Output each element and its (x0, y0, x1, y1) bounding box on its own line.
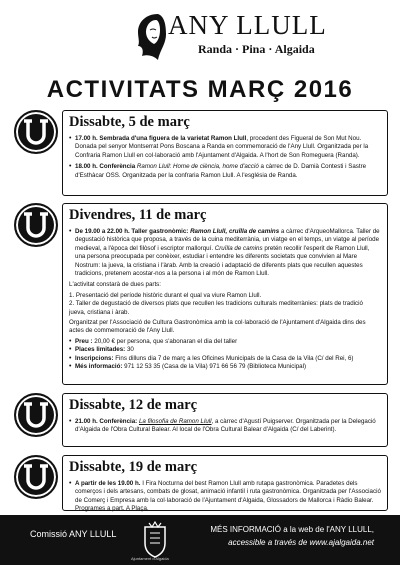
detail-info (69, 363, 381, 371)
event-body (62, 203, 388, 385)
event-day: Dissabte, 19 de març (69, 459, 198, 475)
paragraph: 1. Presentació del període històric durant el qual va viure Ramon Llull. (69, 291, 262, 299)
paragraph: L'activitat constarà de dues parts: (69, 281, 161, 289)
llull-badge-icon (14, 455, 58, 499)
logo-subtitle: Randa · Pina · Algaida (198, 42, 315, 56)
detail-label: Preu : (75, 337, 93, 345)
detail-inscriptions (69, 355, 381, 363)
detail-value: 30 (125, 346, 134, 354)
text-run: La filosofia de Ramon Llull (138, 418, 212, 425)
detail-value: 20,00 € per persona, que s'abonaran el dia del taller (92, 337, 238, 345)
event-item (69, 228, 381, 278)
footer-commission: Comissió ANY LLULL (30, 529, 117, 539)
text-run: 18.00 h. Conferència (75, 163, 137, 171)
event-body (62, 455, 388, 511)
detail-price (69, 338, 381, 346)
text-run: 17.00 h. Sembrada d'una figuera de la varietat Ramon Llull (75, 135, 247, 142)
text-run: Ramon Llull, cruïlla de camins (190, 228, 280, 235)
paragraph: Organitzat per l'Associació de Cultura Gastronòmica amb la col·laboració de l'Ajuntament d'Algaida dins des actes de commemoració de l'Any Llull. (69, 319, 366, 335)
event-body (62, 393, 388, 447)
event-item (69, 418, 381, 435)
header (0, 0, 400, 103)
detail-places (69, 346, 381, 354)
page-title: ACTIVITATS MARÇ 2016 (46, 76, 354, 103)
footer-info-line: MÉS INFORMACIÓ a la web de l'ANY LLULL, (210, 525, 374, 534)
event-card-2 (14, 203, 388, 385)
event-day: Dissabte, 5 de març (69, 114, 190, 130)
text-run: , procedent des Figueral de Son Mut Nou. Donada pel senyor Montserrat Pons Boscana a Randa en commemoració de l'Any Llull. Organitzada per la Confraria Ramon Llull en col·laboració amb l'Ajuntament d'Algaida. A l'hort de Son Romeguera (Randa). (75, 135, 369, 159)
text-run: pretén recollir l'esperit de Ramon Llull, una persona preocupada per conèixer, estudiar i entendre les diferents societats que convivien al Mare Nostrum: la jueva, la cristiana i l'àrab. Amb la creació i adaptació de diferents plats que recullen aquestes tradicions, pretenem acostar-nos a la persona i al món de Ramon Llull. (75, 244, 370, 278)
footer (0, 515, 400, 565)
detail-value: Fins dilluns dia 7 de març a les Oficines Municipals de la Casa de la Vila (C/ del Rei, 6) (113, 354, 354, 362)
text-run: a càrrec de D. Damià Contesti i Sastre d'Esthàcar OSS. Organitzada per la confraria Ramon Llull. A l'església de Randa. (75, 163, 367, 179)
event-card-3 (14, 393, 388, 447)
llull-badge-icon (14, 393, 58, 437)
event-item (69, 135, 381, 160)
footer-info-line[interactable]: accessible a través de www.ajalgaida.net (228, 538, 374, 547)
text-run: I Fira Nocturna del best Ramon Llull amb rutapa gastronòmica. Paradetes dels comerços i dels artesans, combats de glosat, animació infantil i ruta gastronòmica. Organitzada per l'Associació de Comerç i Empresa amb la col·laboració de l'Ajuntament d'Algaida, Glossadors de Mallorca i Ràdio Balear. Programes a part. A Plaça. (75, 480, 381, 513)
text-run: Ramon Llull: Home de ciència, home d'acció (136, 163, 259, 171)
text-run: Cruïlla de camins (214, 244, 263, 252)
event-day: Divendres, 11 de març (69, 207, 207, 223)
text-run: A partir de les 19.00 h. (75, 480, 141, 487)
detail-label: Places limitades: (75, 346, 126, 354)
event-card-4 (14, 455, 388, 511)
event-card-1 (14, 110, 388, 196)
text-run: a càrrec d'ArqueoMallorca. Taller de degustació històrica que proposa, a través de la cuina mediterrània, un viatge en el temps, un viatge al període medieval, a l'època del filòsof i escriptor mallorquí. (75, 228, 380, 252)
footer-logo-caption: Ajuntament d'Algaida (131, 556, 169, 561)
ramon-llull-portrait-icon (128, 10, 172, 62)
detail-label: Més informació: (75, 363, 123, 371)
event-item (69, 480, 381, 514)
event-item (69, 163, 381, 180)
detail-value: 971 12 53 35 (Casa de la Vila) 971 66 56 79 (Biblioteca Municipal) (122, 363, 307, 371)
text-run: 21.00 h. Conferència: (75, 418, 139, 425)
municipal-coat-of-arms-icon (140, 519, 170, 559)
footer-more-info (210, 523, 374, 549)
event-body (62, 110, 388, 196)
text-run: De 19.00 a 22.00 h. Taller gastronòmic: (75, 228, 191, 235)
paragraph: 2. Taller de degustació de diversos plats que recullen les tradicions culturals mediterrànies: plats de tradició jueva, cristiana i àrab. (69, 300, 363, 316)
llull-badge-icon (14, 110, 58, 154)
logo-title: ANY LLULL (168, 10, 327, 40)
detail-label: Inscripcions: (75, 354, 114, 362)
llull-badge-icon (14, 203, 58, 247)
event-day: Dissabte, 12 de març (69, 397, 198, 413)
text-run: , a càrrec d'Agustí Puigserver. Organitzada per la Delegació d'Algaida de l'Obra Cultural Balear. Al local de l'Obra Cultural Balear d'Algaida (C/ del Laberint). (75, 418, 376, 434)
